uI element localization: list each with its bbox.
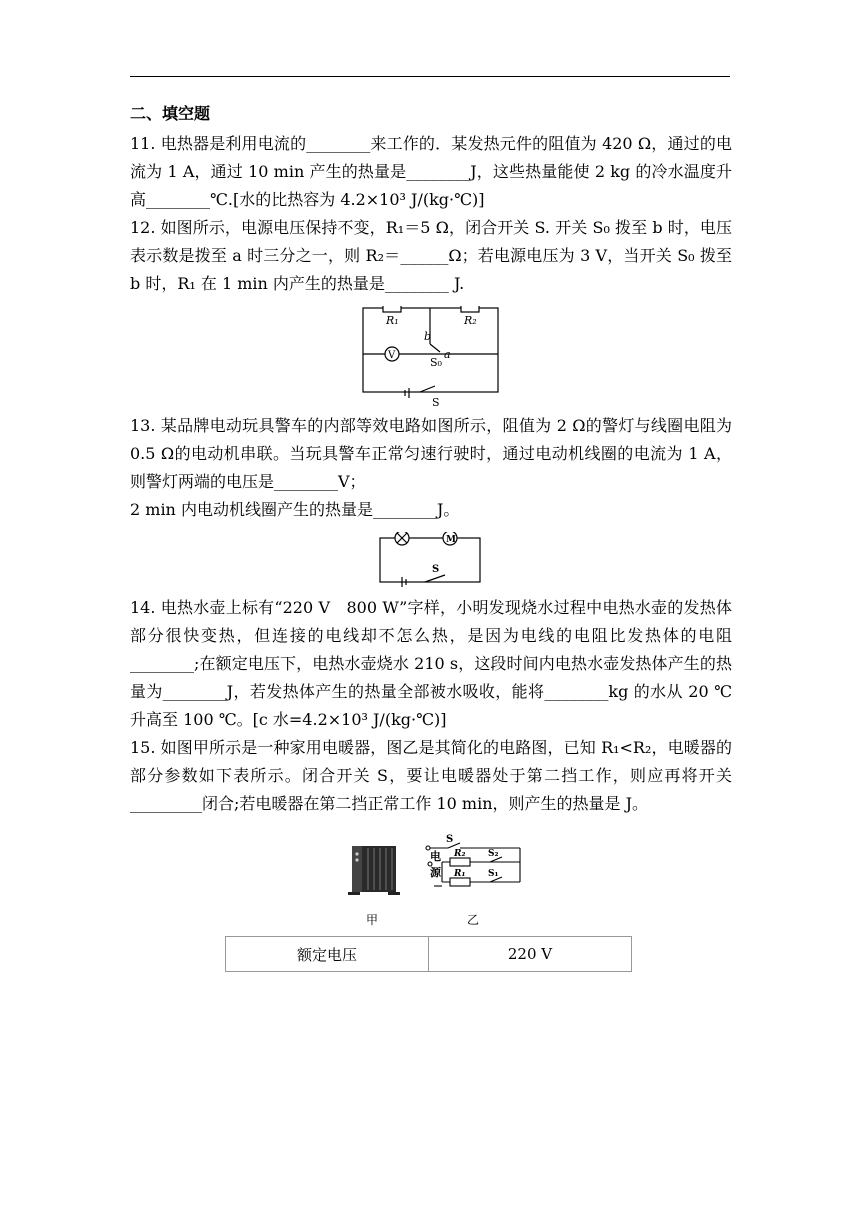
power-label-1: 电 xyxy=(430,850,441,863)
q15-s-label: S xyxy=(446,834,454,845)
table-row xyxy=(226,937,632,972)
caption-yi: 乙 xyxy=(467,913,480,927)
caption-jia: 甲 xyxy=(366,913,379,927)
q12-b-label: b xyxy=(424,330,432,343)
q15-diagram xyxy=(130,834,732,930)
q15-r2-label: R₂ xyxy=(454,849,466,859)
question-11: 11. 电热器是利用电流的________来工作的．某发热元件的阻值为 420 Ω，通过的电流为 1 A，通过 10 min 产生的热量是________J，这些热量能使 2 kg 的冷水温度升高________℃.[水的比热容为 4.2×10³ J/(kg·℃)] xyxy=(130,134,732,209)
question-15: 15. 如图甲所示是一种家用电暖器，图乙是其简化的电路图，已知 R₁<R₂，电暖器的部分参数如下表所示。闭合开关 S，要让电暖器处于第二挡工作，则应再将开关_________闭合;若电暖器在第二挡正常工作 10 min，则产生的热量是 J。 xyxy=(130,738,732,813)
q12-voltmeter-label: V xyxy=(388,350,396,361)
q15-s1-label: S₁ xyxy=(488,869,499,879)
q13-motor-label: M xyxy=(446,535,456,545)
q12-r2-label: R₂ xyxy=(464,314,477,327)
q12-circuit-diagram xyxy=(130,306,732,406)
top-rule xyxy=(130,76,730,77)
table-cell-value: 220 V xyxy=(429,937,632,972)
table-cell-label: 额定电压 xyxy=(226,937,429,972)
question-12: 12. 如图所示，电源电压保持不变，R₁＝5 Ω，闭合开关 S. 开关 S₀ 拨至 b 时，电压表示数是拨至 a 时三分之一，则 R₂＝______Ω；若电源电压为 3 V，当开关 S₀ 拨至 b 时，R₁ 在 1 min 内产生的热量是________ J. xyxy=(130,218,732,293)
q12-s-label: S xyxy=(432,396,440,406)
power-label-2: 源 xyxy=(430,866,441,879)
q12-r1-label: R₁ xyxy=(386,314,399,327)
q12-circuit-figure xyxy=(130,306,732,406)
question-13: 13. 某品牌电动玩具警车的内部等效电路如图所示，阻值为 2 Ω的警灯与线圈电阻为 0.5 Ω的电动机串联。当玩具警车正常匀速行驶时，通过电动机线圈的电流为 1 A，则警灯两端的电压是________V； xyxy=(130,416,732,491)
q12-a-label: a xyxy=(444,348,451,361)
q12-s0-label: S₀ xyxy=(430,356,442,369)
page-content xyxy=(130,100,732,972)
question-13-b: 2 min 内电动机线圈产生的热量是________J。 xyxy=(130,500,460,519)
q15-figure xyxy=(130,834,732,930)
q13-circuit-figure xyxy=(130,532,732,588)
q13-s-label: S xyxy=(432,564,440,575)
q13-circuit-diagram xyxy=(130,532,732,588)
question-14: 14. 电热水壶上标有“220 V 800 W”字样，小明发现烧水过程中电热水壶的发热体部分很快变热，但连接的电线却不怎么热，是因为电线的电阻比发热体的电阻________;在额定电压下，电热水壶烧水 210 s，这段时间内电热水壶发热体产生的热量为________J，若发热体产生的热量全部被水吸收，能将________kg 的水从 20 ℃升高至 100 ℃。[c 水=4.2×10³ J/(kg·℃)] xyxy=(130,598,732,729)
parameter-table xyxy=(225,936,632,972)
section-title: 二、填空题 xyxy=(130,104,211,123)
q15-r1-label: R₁ xyxy=(454,869,466,879)
q15-s2-label: S₂ xyxy=(488,849,499,859)
heater-image xyxy=(348,846,400,895)
